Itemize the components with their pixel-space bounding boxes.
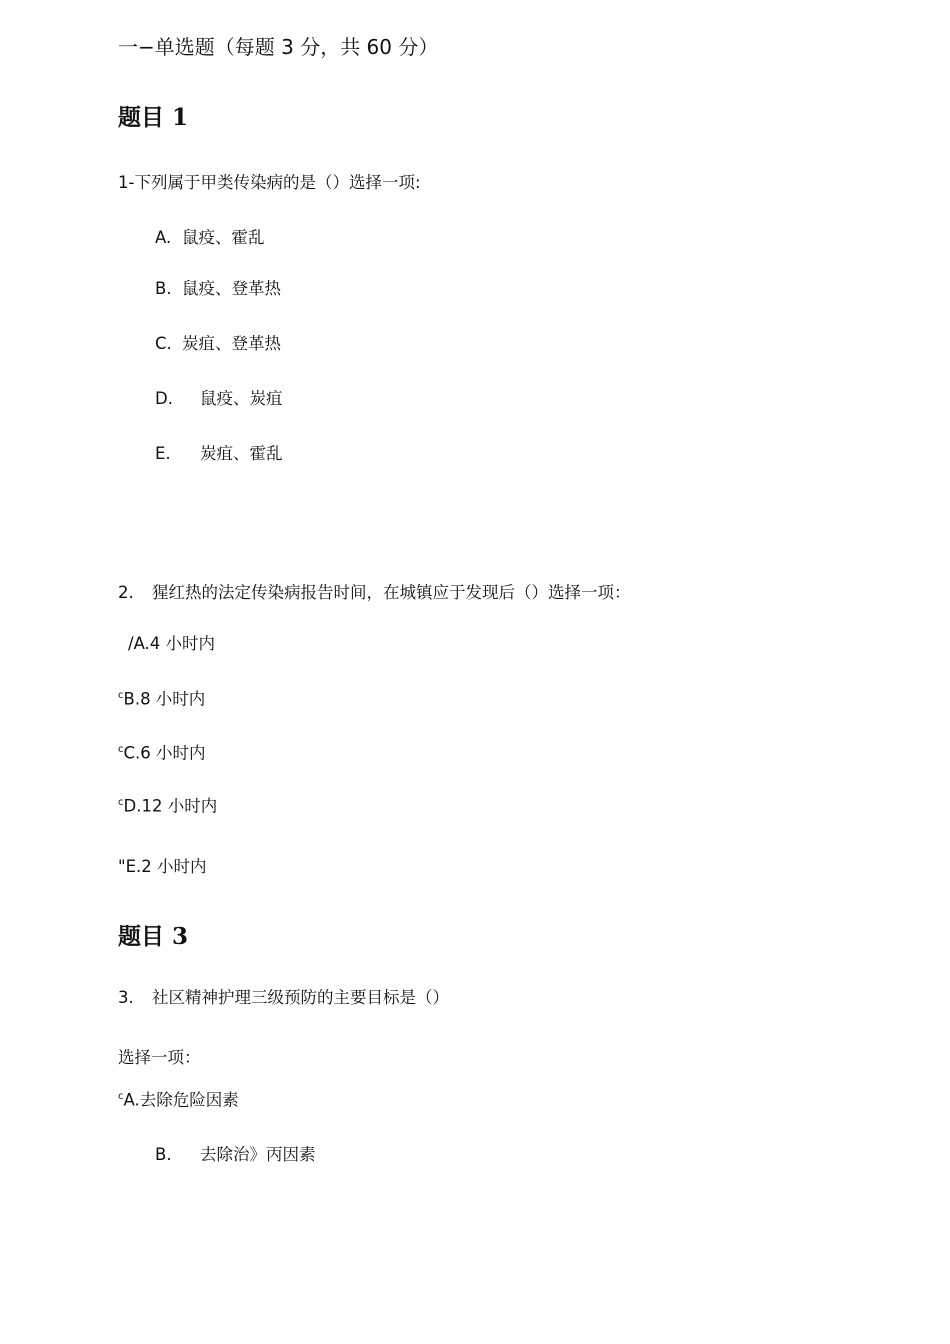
radio-mark: "	[118, 857, 126, 876]
option-text: 炭疽、登革热	[182, 334, 281, 353]
q1-option-c[interactable]	[155, 336, 281, 353]
q3-option-b[interactable]	[155, 1147, 316, 1164]
option-text: 鼠疫、登革热	[182, 279, 281, 298]
option-text: B.8 小时内	[123, 689, 206, 709]
option-text: 鼠疫、炭疽	[200, 389, 283, 408]
option-letter: A.	[155, 228, 172, 247]
question-body: 社区精神护理三级预防的主要目标是（）	[152, 988, 449, 1007]
question-3-text	[118, 990, 449, 1007]
option-text: 鼠疫、霍乱	[182, 228, 265, 247]
option-letter: D.	[155, 389, 173, 408]
question-body: 猩红热的法定传染病报告时间，在城镇应于发现后（）选择一项：	[152, 583, 631, 602]
option-letter: B.	[155, 279, 172, 298]
radio-mark: c	[118, 797, 124, 808]
option-letter: C.	[155, 334, 172, 353]
q2-option-b[interactable]	[118, 691, 205, 708]
question-2-text	[118, 585, 631, 602]
option-text: E.2 小时内	[125, 857, 207, 876]
q1-option-d[interactable]	[155, 391, 283, 408]
question-3-title: 题目 3	[118, 923, 189, 950]
section-header: 一−单选题（每题 3 分，共 60 分）	[118, 35, 439, 59]
question-1-title: 题目 1	[118, 104, 189, 131]
option-text: C.6 小时内	[123, 743, 206, 763]
option-letter: B.	[155, 1145, 172, 1164]
question-1-text: 1-下列属于甲类传染病的是（）选择一项:	[118, 173, 421, 192]
q2-option-c[interactable]	[118, 745, 206, 762]
q2-option-e[interactable]	[118, 859, 207, 876]
option-text: 去除治》丙因素	[200, 1145, 316, 1164]
option-text: D.12 小时内	[123, 796, 218, 816]
option-letter: E.	[155, 444, 171, 463]
q3-option-a[interactable]	[118, 1092, 239, 1109]
question-number: 3.	[118, 988, 134, 1007]
radio-mark: c	[118, 744, 124, 755]
option-text: 炭疽、霍乱	[200, 444, 283, 463]
q2-option-a[interactable]	[128, 636, 215, 653]
option-text: A.4 小时内	[133, 634, 216, 653]
question-3-prompt: 选择一项：	[118, 1048, 201, 1067]
q1-option-b[interactable]	[155, 281, 281, 298]
radio-mark: /	[128, 634, 134, 653]
question-number: 2.	[118, 583, 134, 602]
radio-mark: c	[118, 1091, 124, 1102]
q2-option-d[interactable]	[118, 798, 217, 815]
radio-mark: c	[118, 690, 124, 701]
q1-option-a[interactable]	[155, 230, 265, 247]
option-text: A.去除危险因素	[123, 1090, 239, 1110]
q1-option-e[interactable]	[155, 446, 283, 463]
